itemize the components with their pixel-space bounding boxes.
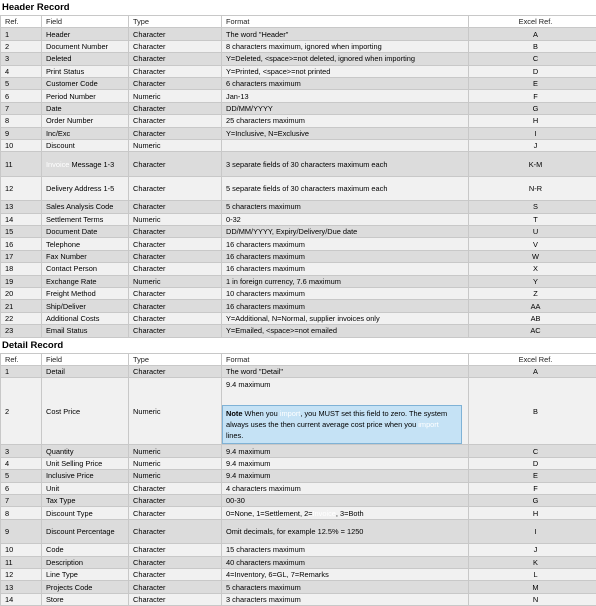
cell-format-text: 0=None, 1=Settlement, 2= xyxy=(226,509,313,518)
table-row xyxy=(1,102,596,114)
column-header-ref: Ref. xyxy=(1,16,42,28)
cell-ref: 13 xyxy=(1,201,42,213)
cell-ref: 16 xyxy=(1,238,42,250)
note-label: Note xyxy=(226,409,242,418)
cell-field: Cost Price xyxy=(42,378,129,445)
cell-excel-ref: V xyxy=(469,238,596,250)
cell-field: Code xyxy=(42,544,129,556)
cell-field: Fax Number xyxy=(42,250,129,262)
table-row xyxy=(1,139,596,151)
table-row xyxy=(1,312,596,324)
header-record-table xyxy=(0,15,596,338)
cell-excel-ref: I xyxy=(469,519,596,544)
cell-excel-ref: AC xyxy=(469,325,596,337)
cell-ref: 2 xyxy=(1,378,42,445)
cell-ref: 13 xyxy=(1,581,42,593)
cell-field: Discount Percentage xyxy=(42,519,129,544)
cell-format: The word "Detail" xyxy=(222,365,469,377)
cell-ref: 15 xyxy=(1,226,42,238)
cell-type: Character xyxy=(129,556,222,568)
cell-field: Detail xyxy=(42,365,129,377)
column-header-excel-ref: Excel Ref. xyxy=(469,16,596,28)
table-row xyxy=(1,275,596,287)
cell-excel-ref: H xyxy=(469,115,596,127)
cell-excel-ref: F xyxy=(469,90,596,102)
cell-excel-ref: T xyxy=(469,213,596,225)
cell-excel-ref: AA xyxy=(469,300,596,312)
cell-format-suffix: , 3=Both xyxy=(336,509,364,518)
cell-type: Character xyxy=(129,28,222,40)
cell-type: Character xyxy=(129,40,222,52)
cell-format: 5 separate fields of 30 characters maximum each xyxy=(222,176,469,201)
column-header-excel-ref: Excel Ref. xyxy=(469,353,596,365)
cell-type: Character xyxy=(129,288,222,300)
cell-format: DD/MM/YYYY, Expiry/Delivery/Due date xyxy=(222,226,469,238)
cell-format: DD/MM/YYYY xyxy=(222,102,469,114)
cell-format: Y=Emailed, <space>=not emailed xyxy=(222,325,469,337)
cell-format: 9.4 maximum xyxy=(222,445,469,457)
cell-format: 9.4 maximum xyxy=(222,470,469,482)
cell-excel-ref: K xyxy=(469,556,596,568)
cell-excel-ref: A xyxy=(469,28,596,40)
cell-type: Numeric xyxy=(129,445,222,457)
table-row xyxy=(1,53,596,65)
detail-record-title: Detail Record xyxy=(0,338,596,353)
cell-ref: 1 xyxy=(1,365,42,377)
cell-format: 4 characters maximum xyxy=(222,482,469,494)
cell-format: 4=Inventory, 6=GL, 7=Remarks xyxy=(222,569,469,581)
cell-format: 16 characters maximum xyxy=(222,250,469,262)
cell-field: Projects Code xyxy=(42,581,129,593)
cell-field: Tax Type xyxy=(42,494,129,506)
table-row xyxy=(1,507,596,519)
cell-format: 1 in foreign currency, 7.6 maximum xyxy=(222,275,469,287)
note-text-c: lines. xyxy=(226,431,243,440)
cell-field: Ship/Deliver xyxy=(42,300,129,312)
detail-record-table xyxy=(0,353,596,606)
cell-excel-ref: B xyxy=(469,378,596,445)
cell-field: Sales Analysis Code xyxy=(42,201,129,213)
column-header-field: Field xyxy=(42,353,129,365)
table-row xyxy=(1,482,596,494)
highlighted-term: Invoice xyxy=(46,160,69,169)
column-header-format: Format xyxy=(222,353,469,365)
cell-type: Numeric xyxy=(129,139,222,151)
table-row xyxy=(1,470,596,482)
cell-ref: 10 xyxy=(1,544,42,556)
cell-format: Y=Deleted, <space>=not deleted, ignored when importing xyxy=(222,53,469,65)
cell-excel-ref: J xyxy=(469,139,596,151)
cell-excel-ref: I xyxy=(469,127,596,139)
cell-excel-ref: J xyxy=(469,544,596,556)
cell-ref: 21 xyxy=(1,300,42,312)
detail-record-column-header xyxy=(1,353,596,365)
cell-excel-ref: D xyxy=(469,457,596,469)
cell-ref: 4 xyxy=(1,457,42,469)
cell-type: Character xyxy=(129,263,222,275)
cell-field: Description xyxy=(42,556,129,568)
cell-type: Character xyxy=(129,494,222,506)
cell-field: Document Date xyxy=(42,226,129,238)
cell-type: Character xyxy=(129,77,222,89)
cell-excel-ref: Y xyxy=(469,275,596,287)
cell-ref: 22 xyxy=(1,312,42,324)
cell-format xyxy=(222,139,469,151)
cell-ref: 11 xyxy=(1,152,42,177)
cell-ref: 19 xyxy=(1,275,42,287)
cell-type: Numeric xyxy=(129,378,222,445)
cell-field: Freight Method xyxy=(42,288,129,300)
cell-field xyxy=(42,152,129,177)
table-row xyxy=(1,90,596,102)
cell-type: Character xyxy=(129,115,222,127)
cell-excel-ref: X xyxy=(469,263,596,275)
cell-ref: 9 xyxy=(1,127,42,139)
cell-type: Character xyxy=(129,593,222,605)
table-row xyxy=(1,77,596,89)
cell-ref: 10 xyxy=(1,139,42,151)
cell-excel-ref: A xyxy=(469,365,596,377)
cell-type: Character xyxy=(129,53,222,65)
cell-field: Order Number xyxy=(42,115,129,127)
cell-ref: 17 xyxy=(1,250,42,262)
cell-ref: 18 xyxy=(1,263,42,275)
table-row xyxy=(1,176,596,201)
cell-excel-ref: S xyxy=(469,201,596,213)
cell-type: Numeric xyxy=(129,213,222,225)
column-header-type: Type xyxy=(129,353,222,365)
cell-field: Line Type xyxy=(42,569,129,581)
cell-ref: 5 xyxy=(1,77,42,89)
cell-format: Omit decimals, for example 12.5% = 1250 xyxy=(222,519,469,544)
cell-ref: 14 xyxy=(1,593,42,605)
cell-excel-ref: G xyxy=(469,102,596,114)
cell-type: Character xyxy=(129,312,222,324)
cell-ref: 2 xyxy=(1,40,42,52)
cell-ref: 1 xyxy=(1,28,42,40)
cell-format: 0-32 xyxy=(222,213,469,225)
cell-format: 3 characters maximum xyxy=(222,593,469,605)
cell-type: Character xyxy=(129,300,222,312)
cell-ref: 14 xyxy=(1,213,42,225)
cell-field: Print Status xyxy=(42,65,129,77)
cell-excel-ref: AB xyxy=(469,312,596,324)
cell-field: Contact Person xyxy=(42,263,129,275)
table-row xyxy=(1,519,596,544)
cell-ref: 12 xyxy=(1,569,42,581)
cell-excel-ref: C xyxy=(469,53,596,65)
cell-format: 6 characters maximum xyxy=(222,77,469,89)
cell-type: Character xyxy=(129,507,222,519)
cell-field: Quantity xyxy=(42,445,129,457)
cell-field: Discount Type xyxy=(42,507,129,519)
cell-type: Character xyxy=(129,581,222,593)
table-row xyxy=(1,115,596,127)
cell-type: Character xyxy=(129,544,222,556)
cell-excel-ref: F xyxy=(469,482,596,494)
cell-format: 00-30 xyxy=(222,494,469,506)
cell-field: Telephone xyxy=(42,238,129,250)
table-row xyxy=(1,556,596,568)
cell-type: Character xyxy=(129,325,222,337)
cell-type: Numeric xyxy=(129,470,222,482)
table-row xyxy=(1,445,596,457)
cell-format xyxy=(222,507,469,519)
header-record-title: Header Record xyxy=(0,0,596,15)
cell-ref: 4 xyxy=(1,65,42,77)
table-row xyxy=(1,201,596,213)
cell-type: Character xyxy=(129,201,222,213)
cell-ref: 23 xyxy=(1,325,42,337)
table-row xyxy=(1,152,596,177)
cell-format: 16 characters maximum xyxy=(222,300,469,312)
cell-field: Customer Code xyxy=(42,77,129,89)
cell-field: Delivery Address 1-5 xyxy=(42,176,129,201)
header-record-column-header xyxy=(1,16,596,28)
cell-format: 40 characters maximum xyxy=(222,556,469,568)
cell-excel-ref: N xyxy=(469,593,596,605)
table-row xyxy=(1,325,596,337)
cell-excel-ref: M xyxy=(469,581,596,593)
cell-field: Exchange Rate xyxy=(42,275,129,287)
cell-format: 16 characters maximum xyxy=(222,263,469,275)
cell-excel-ref: N-R xyxy=(469,176,596,201)
highlighted-term: import xyxy=(418,420,439,429)
table-row xyxy=(1,581,596,593)
cell-type: Character xyxy=(129,482,222,494)
highlighted-term: Invoice xyxy=(313,509,336,518)
table-row xyxy=(1,238,596,250)
cell-ref: 6 xyxy=(1,90,42,102)
cell-format: 3 separate fields of 30 characters maximum each xyxy=(222,152,469,177)
note-text-a: When you xyxy=(242,409,279,418)
cell-field: Period Number xyxy=(42,90,129,102)
cell-field: Unit Selling Price xyxy=(42,457,129,469)
cell-ref: 11 xyxy=(1,556,42,568)
cell-ref: 7 xyxy=(1,494,42,506)
cell-type: Numeric xyxy=(129,90,222,102)
table-row xyxy=(1,40,596,52)
note-text-b: , you MUST set this field to zero. The system always uses the then current average cost price when you xyxy=(226,409,447,429)
cell-ref: 9 xyxy=(1,519,42,544)
cell-field: Discount xyxy=(42,139,129,151)
cell-field: Header xyxy=(42,28,129,40)
cell-format: Jan-13 xyxy=(222,90,469,102)
cell-field: Document Number xyxy=(42,40,129,52)
table-row xyxy=(1,300,596,312)
cell-field: Inc/Exc xyxy=(42,127,129,139)
cell-type: Character xyxy=(129,152,222,177)
table-row xyxy=(1,250,596,262)
cell-ref: 5 xyxy=(1,470,42,482)
cost-price-note xyxy=(222,405,462,444)
cell-format: Y=Inclusive, N=Exclusive xyxy=(222,127,469,139)
cell-ref: 12 xyxy=(1,176,42,201)
cell-format-text: 9.4 maximum xyxy=(222,378,468,402)
cell-type: Character xyxy=(129,519,222,544)
table-row xyxy=(1,213,596,225)
table-row xyxy=(1,569,596,581)
cell-excel-ref: B xyxy=(469,40,596,52)
column-header-type: Type xyxy=(129,16,222,28)
cell-field: Store xyxy=(42,593,129,605)
cell-ref: 3 xyxy=(1,53,42,65)
cell-excel-ref: W xyxy=(469,250,596,262)
cell-format: 5 characters maximum xyxy=(222,581,469,593)
cell-field: Deleted xyxy=(42,53,129,65)
cell-type: Numeric xyxy=(129,275,222,287)
cell-type: Character xyxy=(129,250,222,262)
cell-type: Character xyxy=(129,365,222,377)
column-header-format: Format xyxy=(222,16,469,28)
cell-ref: 8 xyxy=(1,507,42,519)
cell-type: Character xyxy=(129,226,222,238)
cell-format: 15 characters maximum xyxy=(222,544,469,556)
cell-field: Additional Costs xyxy=(42,312,129,324)
cell-ref: 7 xyxy=(1,102,42,114)
cell-excel-ref: E xyxy=(469,77,596,89)
cell-excel-ref: C xyxy=(469,445,596,457)
cell-ref: 8 xyxy=(1,115,42,127)
table-row xyxy=(1,65,596,77)
cell-field: Inclusive Price xyxy=(42,470,129,482)
cell-excel-ref: E xyxy=(469,470,596,482)
cell-type: Character xyxy=(129,569,222,581)
cell-format: 10 characters maximum xyxy=(222,288,469,300)
cell-type: Numeric xyxy=(129,457,222,469)
cell-format: 8 characters maximum, ignored when importing xyxy=(222,40,469,52)
cell-excel-ref: D xyxy=(469,65,596,77)
cell-type: Character xyxy=(129,238,222,250)
column-header-field: Field xyxy=(42,16,129,28)
cell-excel-ref: G xyxy=(469,494,596,506)
table-row xyxy=(1,378,596,445)
cell-field: Unit xyxy=(42,482,129,494)
cell-type: Character xyxy=(129,65,222,77)
table-row xyxy=(1,457,596,469)
highlighted-term: import xyxy=(280,409,301,418)
cell-excel-ref: U xyxy=(469,226,596,238)
table-row xyxy=(1,127,596,139)
cell-format: 25 characters maximum xyxy=(222,115,469,127)
cell-field-text: Message 1-3 xyxy=(71,160,114,169)
cell-format: Y=Printed, <space>=not printed xyxy=(222,65,469,77)
cell-type: Character xyxy=(129,127,222,139)
cell-format xyxy=(222,378,469,445)
table-row xyxy=(1,494,596,506)
cell-format: 16 characters maximum xyxy=(222,238,469,250)
table-row xyxy=(1,288,596,300)
cell-excel-ref: L xyxy=(469,569,596,581)
column-header-ref: Ref. xyxy=(1,353,42,365)
cell-ref: 20 xyxy=(1,288,42,300)
table-row xyxy=(1,28,596,40)
cell-excel-ref: Z xyxy=(469,288,596,300)
cell-format: 5 characters maximum xyxy=(222,201,469,213)
table-row xyxy=(1,226,596,238)
cell-format: 9.4 maximum xyxy=(222,457,469,469)
table-row xyxy=(1,593,596,605)
table-row xyxy=(1,544,596,556)
cell-field: Email Status xyxy=(42,325,129,337)
cell-field: Date xyxy=(42,102,129,114)
cell-excel-ref: K-M xyxy=(469,152,596,177)
cell-ref: 3 xyxy=(1,445,42,457)
table-row xyxy=(1,263,596,275)
cell-excel-ref: H xyxy=(469,507,596,519)
cell-format: Y=Additional, N=Normal, supplier invoices only xyxy=(222,312,469,324)
cell-format: The word "Header" xyxy=(222,28,469,40)
cell-ref: 6 xyxy=(1,482,42,494)
cell-type: Character xyxy=(129,102,222,114)
cell-type: Character xyxy=(129,176,222,201)
cell-field: Settlement Terms xyxy=(42,213,129,225)
table-row xyxy=(1,365,596,377)
